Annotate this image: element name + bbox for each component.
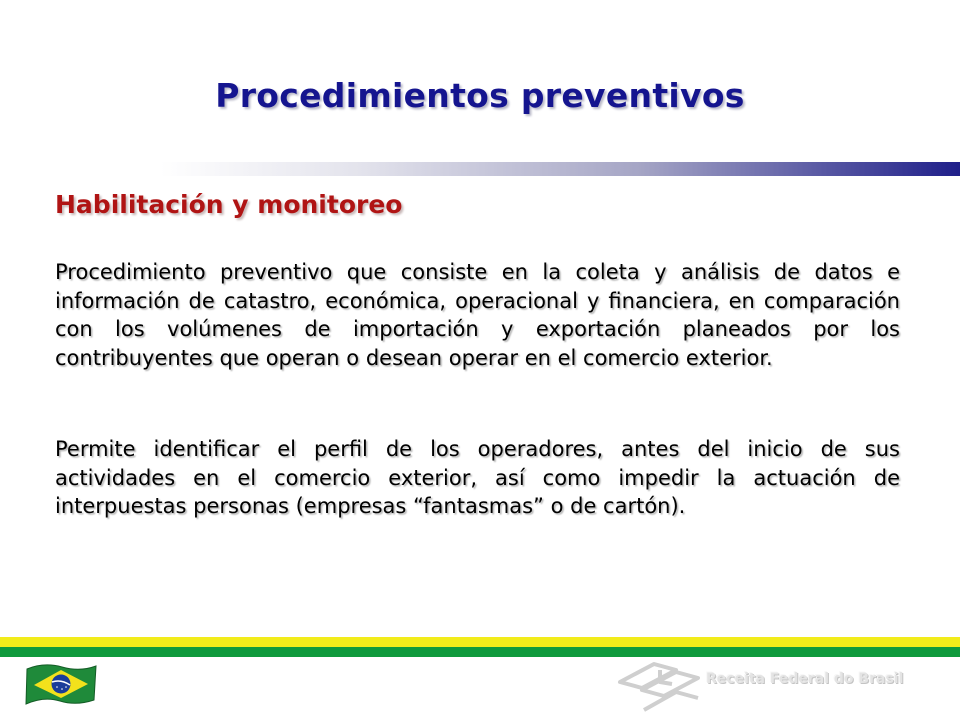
paragraph-2: Permite identificar el perfil de los operadores, antes del inicio de sus actividades en el comercio exterior, así como impedir la actuación de interpuestas personas (empresas “fantasmas” o de cartón). <box>55 437 900 519</box>
organization-name: Receita Federal do Brasil <box>706 671 904 687</box>
footer-stripe-yellow <box>0 637 960 647</box>
title-underline-bar <box>160 162 960 176</box>
footer-stripe-green <box>0 647 960 657</box>
paragraph-1: Procedimiento preventivo que consiste en la coleta y análisis de datos e información de catastro, económica, operacional y financiera, en comparación con los volúmenes de importación y exportación planeados por los contribuyentes que operan o desean operar en el comercio exterior. <box>55 260 900 370</box>
slide-title: Procedimientos preventivos <box>215 76 745 115</box>
receita-federal-logo-icon <box>614 660 704 712</box>
brazil-flag-icon <box>24 660 98 708</box>
section-subtitle: Habilitación y monitoreo <box>55 190 403 219</box>
